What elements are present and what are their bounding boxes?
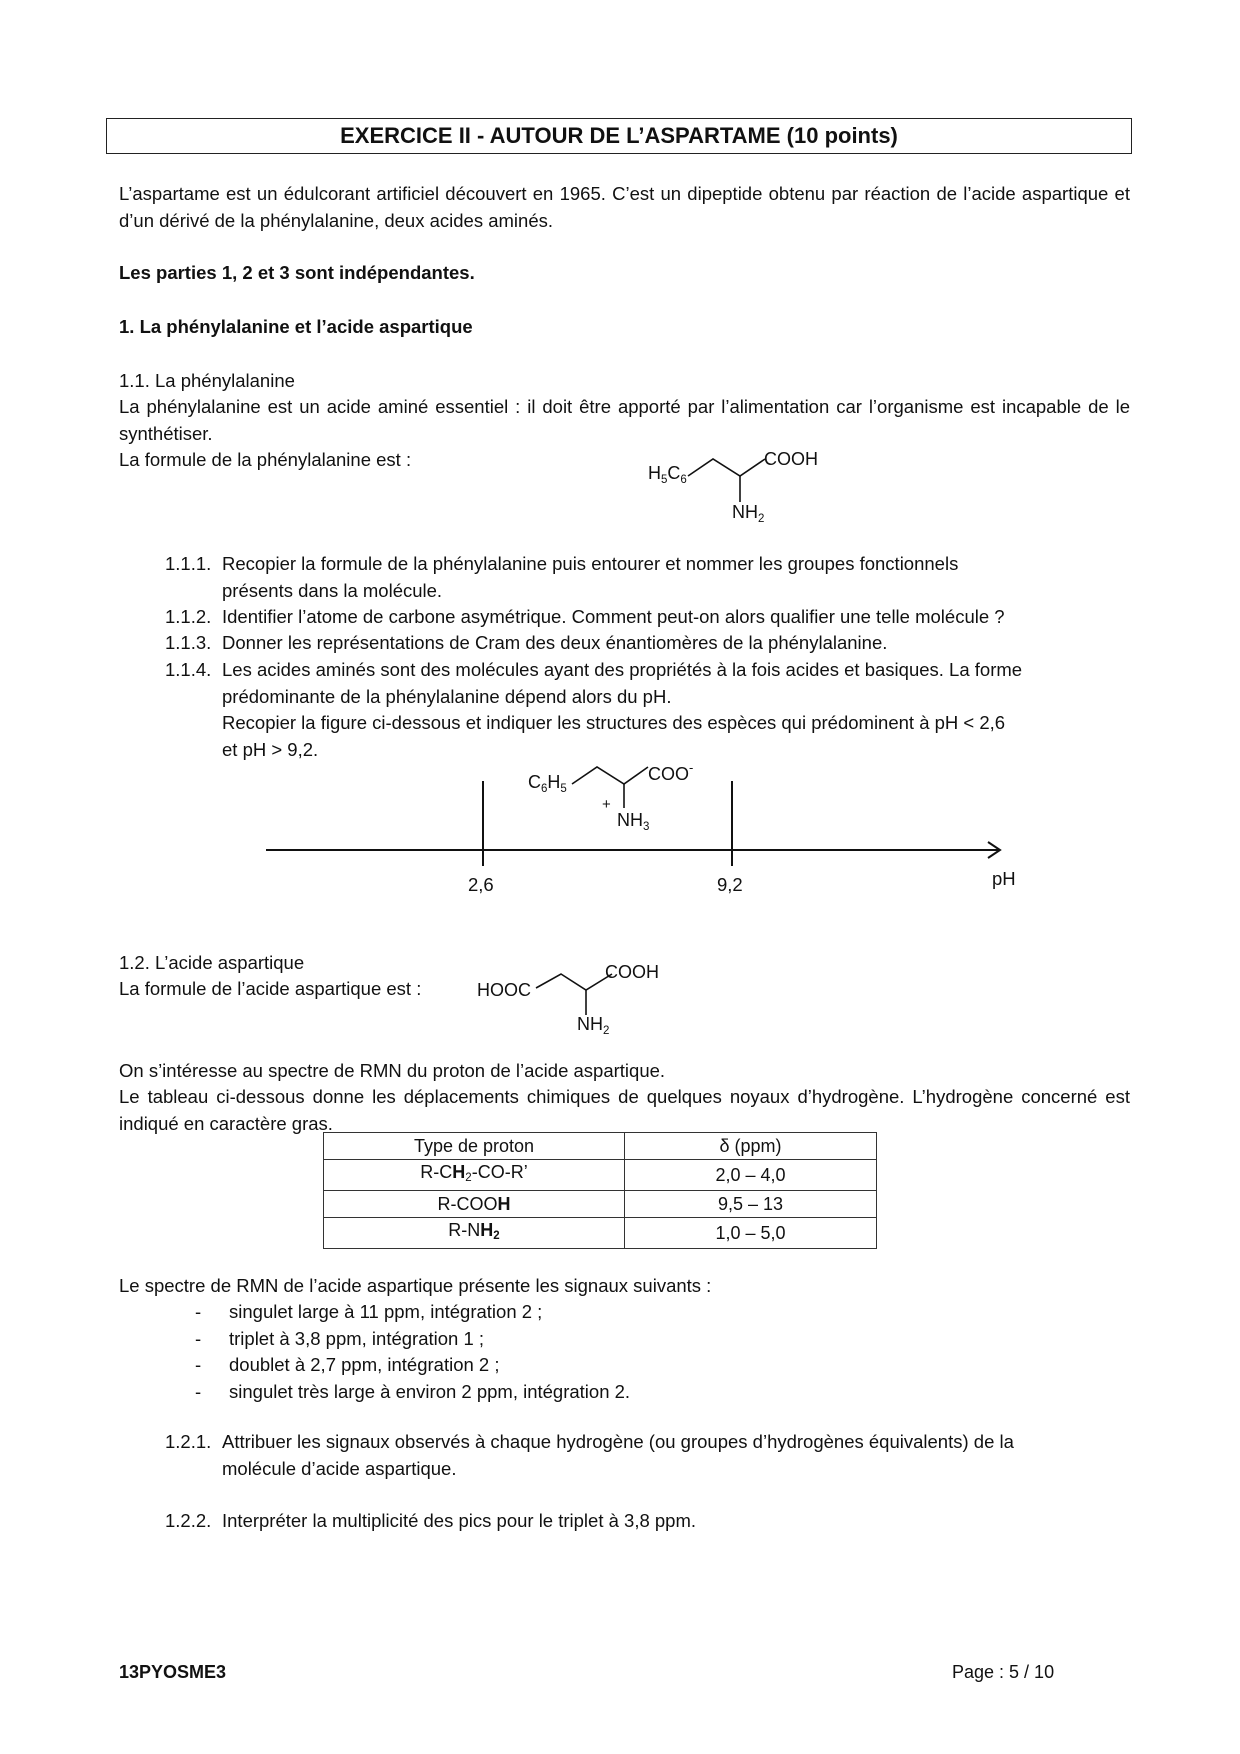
aspartic-side-carboxyl: HOOC <box>477 980 531 1000</box>
ph-boundary-label-9-2: 9,2 <box>717 874 743 895</box>
chemical-shift-table <box>323 1132 877 1249</box>
table-row <box>324 1160 877 1191</box>
part1-heading: 1. La phénylalanine et l’acide aspartique <box>119 316 473 337</box>
list-item: - singulet très large à environ 2 ppm, intégration 2. <box>195 1379 630 1406</box>
phenylalanine-carboxyl-group: COOH <box>764 449 818 469</box>
list-item: - triplet à 3,8 ppm, intégration 1 ; <box>195 1326 630 1353</box>
bullet-dash-icon: - <box>195 1354 202 1375</box>
nmr-table-description: Le tableau ci-dessous donne les déplacements chimiques de quelques noyaux d’hydrogène. L’hydrogène concerné est indiqué en caractère gras. <box>119 1086 1130 1134</box>
zwitterion-ammonium-group: $NH_3$ <box>617 810 650 833</box>
proton-type-cell: $R-NH_2$ <box>324 1218 625 1249</box>
aspartic-amine-group: $NH_2$ <box>577 1014 610 1037</box>
bullet-dash-icon: - <box>195 1380 202 1402</box>
nmr-intro: On s’intéresse au spectre de RMN du proton de l’acide aspartique. <box>119 1060 666 1081</box>
shift-range-cell: 1,0 – 5,0 <box>625 1218 877 1249</box>
question-1-1-4: 1.1.4. Les acides aminés sont des molécules ayant des propriétés à la fois acides et basiques. La forme prédominante de la phénylalanine dépend alors du pH. Recopier la figure ci-dessous et indiquer les structures des espèces qui prédominent à pH < 2,6 et pH > 9,2. <box>165 659 1023 760</box>
ph-boundary-label-2-6: 2,6 <box>468 874 494 895</box>
page-number: Page : 5 / 10 <box>952 1662 1055 1682</box>
zwitterion-ammonium-charge: + <box>602 796 611 813</box>
phenylalanine-amine-group: $NH_2$ <box>732 502 765 525</box>
nmr-signals-list <box>195 1299 630 1405</box>
question-1-1-1: 1.1.1. Recopier la formule de la phénylalanine puis entourer et nommer les groupes fonctionnels présents dans la molécule. <box>165 553 959 601</box>
zwitterion-carboxylate-group: COO- <box>648 760 694 784</box>
exam-code: 13PYOSME3 <box>119 1662 227 1682</box>
aspartic-formula-label: La formule de l’acide aspartique est : <box>119 978 422 999</box>
section-1-1-heading: 1.1. La phénylalanine <box>119 370 295 391</box>
phenylalanine-aryl-group: $H_5C_6$ <box>648 463 687 486</box>
section-1-2-heading: 1.2. L’acide aspartique <box>119 952 305 973</box>
exercise-title: EXERCICE II - AUTOUR DE L’ASPARTAME (10 points) <box>106 118 1132 154</box>
proton-type-cell: R-COOH <box>324 1191 625 1218</box>
intro-paragraph: L’aspartame est un édulcorant artificiel découvert en 1965. C’est un dipeptide obtenu par réaction de l’acide aspartique et d’un dérivé de la phénylalanine, deux acides aminés. <box>119 183 1130 231</box>
independence-note: Les parties 1, 2 et 3 sont indépendantes. <box>119 262 475 283</box>
phenylalanine-formula-label: La formule de la phénylalanine est : <box>119 449 412 470</box>
table-header-row <box>324 1133 877 1160</box>
phenylalanine-description: La phénylalanine est un acide aminé essentiel : il doit être apporté par l’alimentation car l’organisme est incapable de le synthétiser. <box>119 396 1130 444</box>
bullet-dash-icon: - <box>195 1327 202 1349</box>
table-header-proton-type: Type de proton <box>324 1133 625 1160</box>
shift-range-cell: 9,5 – 13 <box>625 1191 877 1218</box>
aspartic-chain-bonds <box>536 974 612 990</box>
proton-type-cell: $R-CH_2-CO-R$’ <box>324 1160 625 1191</box>
zwitterion-aryl-group: $C_6H_5$ <box>528 772 567 795</box>
table-header-shift: δ (ppm) <box>625 1133 877 1160</box>
shift-range-cell: 2,0 – 4,0 <box>625 1160 877 1191</box>
list-item: - singulet large à 11 ppm, intégration 2 ; <box>195 1299 630 1326</box>
list-item: - doublet à 2,7 ppm, intégration 2 ; <box>195 1352 630 1379</box>
nmr-signals-intro: Le spectre de RMN de l’acide aspartique présente les signaux suivants : <box>119 1275 712 1296</box>
table-row <box>324 1191 877 1218</box>
table-row <box>324 1218 877 1249</box>
bullet-dash-icon: - <box>195 1301 202 1322</box>
ph-axis-label: pH <box>992 868 1016 889</box>
aspartic-carboxyl-group: COOH <box>605 962 659 982</box>
question-1-1-2: 1.1.2. Identifier l’atome de carbone asymétrique. Comment peut-on alors qualifier une telle molécule ? <box>165 606 1005 627</box>
question-1-2-1: 1.2.1. Attribuer les signaux observés à chaque hydrogène (ou groupes d’hydrogènes équivalents) de la molécule d’acide aspartique. <box>165 1431 1014 1479</box>
question-1-1-3: 1.1.3. Donner les représentations de Cram des deux énantiomères de la phénylalanine. <box>165 632 888 653</box>
question-1-2-2: 1.2.2. Interpréter la multiplicité des pics pour le triplet à 3,8 ppm. <box>165 1510 697 1531</box>
